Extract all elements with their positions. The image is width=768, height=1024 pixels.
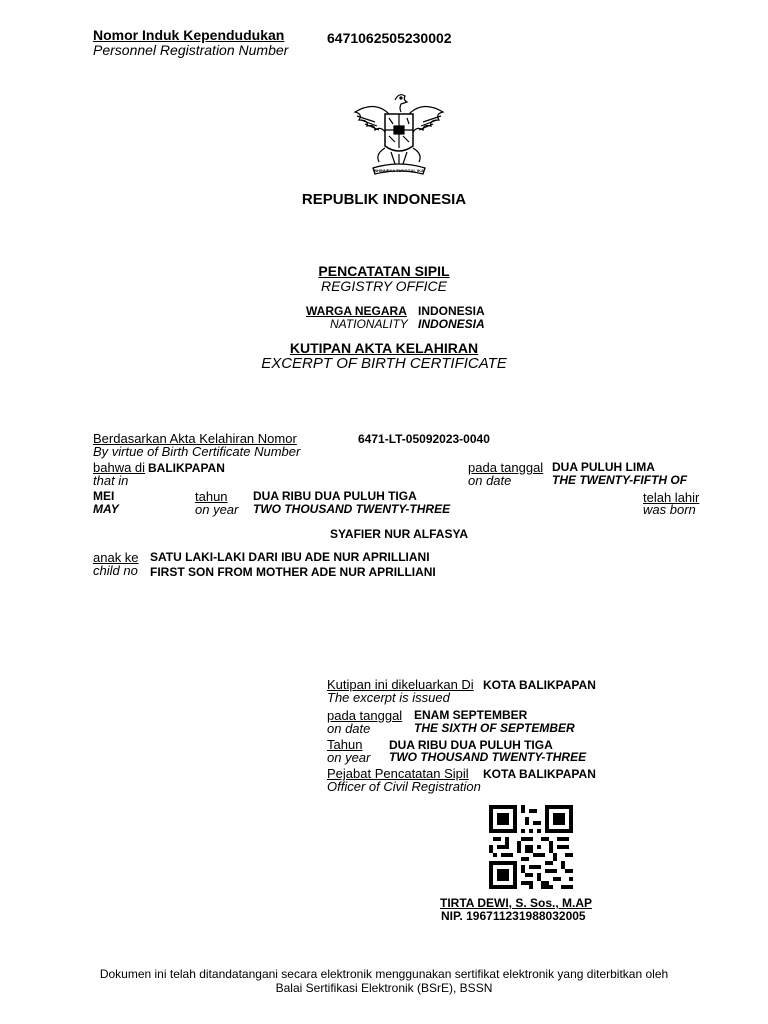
- place-label-en: that in: [93, 473, 129, 488]
- birth-year-value-en: TWO THOUSAND TWENTY-THREE: [253, 502, 451, 516]
- cert-no-value: 6471-LT-05092023-0040: [358, 432, 490, 446]
- signatory-name: TIRTA DEWI, S. Sos., M.AP: [440, 896, 593, 910]
- issue-date-label: pada tanggal: [327, 708, 403, 723]
- garuda-emblem-icon: [345, 90, 453, 186]
- birth-year-label: tahun: [195, 489, 228, 504]
- child-order-label-en: child no: [93, 563, 138, 578]
- birth-date-label-en: on date: [468, 473, 512, 488]
- nik-value: 6471062505230002: [327, 30, 452, 46]
- issue-date-value: ENAM SEPTEMBER: [414, 708, 528, 722]
- place-label: bahwa di: [93, 460, 146, 475]
- footer-line-2: Balai Sertifikasi Elektronik (BSrE), BSSN: [275, 981, 493, 995]
- office-title: PENCATATAN SIPIL: [318, 263, 450, 279]
- officer-label: Pejabat Pencatatan Sipil: [327, 766, 469, 781]
- child-name: SYAFIER NUR ALFASYA: [330, 527, 469, 541]
- issue-date-value-en: THE SIXTH OF SEPTEMBER: [414, 721, 575, 735]
- birth-year-label-en: on year: [195, 502, 239, 517]
- cert-no-label-en: By virtue of Birth Certificate Number: [93, 444, 301, 459]
- issue-date-label-en: on date: [327, 721, 371, 736]
- place-value: BALIKPAPAN: [148, 461, 225, 475]
- birth-date-value-en: THE TWENTY-FIFTH OF: [552, 473, 688, 487]
- officer-label-en: Officer of Civil Registration: [327, 779, 481, 794]
- issue-year-label: Tahun: [327, 737, 363, 752]
- issue-year-label-en: on year: [327, 750, 371, 765]
- nationality-value-en: INDONESIA: [418, 317, 485, 331]
- issue-year-value-en: TWO THOUSAND TWENTY-THREE: [389, 750, 587, 764]
- issued-value: KOTA BALIKPAPAN: [483, 678, 596, 692]
- birth-date-label: pada tanggal: [468, 460, 544, 475]
- born-label-en: was born: [643, 502, 696, 517]
- officer-value: KOTA BALIKPAPAN: [483, 767, 596, 781]
- born-label: telah lahir: [643, 490, 700, 505]
- document-title: KUTIPAN AKTA KELAHIRAN: [289, 340, 479, 356]
- nik-label-en: Personnel Registration Number: [93, 42, 289, 58]
- issued-label: Kutipan ini dikeluarkan Di: [327, 677, 474, 692]
- svg-text:BHINNEKA TUNGGAL IKA: BHINNEKA TUNGGAL IKA: [374, 168, 424, 173]
- birth-month-value-en: MAY: [93, 502, 119, 516]
- birth-date-value: DUA PULUH LIMA: [552, 460, 655, 474]
- document-title-en: EXCERPT OF BIRTH CERTIFICATE: [261, 355, 507, 372]
- qr-code-icon: [489, 805, 573, 889]
- office-title-en: REGISTRY OFFICE: [320, 278, 447, 294]
- nationality-label-en: NATIONALITY: [330, 317, 408, 331]
- birth-year-value: DUA RIBU DUA PULUH TIGA: [253, 489, 417, 503]
- issued-label-en: The excerpt is issued: [327, 690, 450, 705]
- child-order-label: anak ke: [93, 550, 139, 565]
- child-order-value-en: FIRST SON FROM MOTHER ADE NUR APRILLIANI: [150, 565, 436, 579]
- cert-no-label: Berdasarkan Akta Kelahiran Nomor: [93, 431, 297, 446]
- signatory-nip: NIP. 196711231988032005: [441, 909, 586, 923]
- nik-label: Nomor Induk Kependudukan: [93, 27, 285, 43]
- nationality-label: WARGA NEGARA: [306, 304, 407, 318]
- birth-month-value: MEI: [93, 489, 115, 503]
- child-order-value: SATU LAKI-LAKI DARI IBU ADE NUR APRILLIANI: [150, 550, 430, 564]
- footer-line-1: Dokumen ini telah ditandatangani secara elektronik menggunakan sertifikat elektronik yang diterbitkan oleh: [99, 967, 669, 981]
- nationality-value: INDONESIA: [418, 304, 485, 318]
- issue-year-value: DUA RIBU DUA PULUH TIGA: [389, 738, 553, 752]
- country-title: REPUBLIK INDONESIA: [301, 191, 467, 208]
